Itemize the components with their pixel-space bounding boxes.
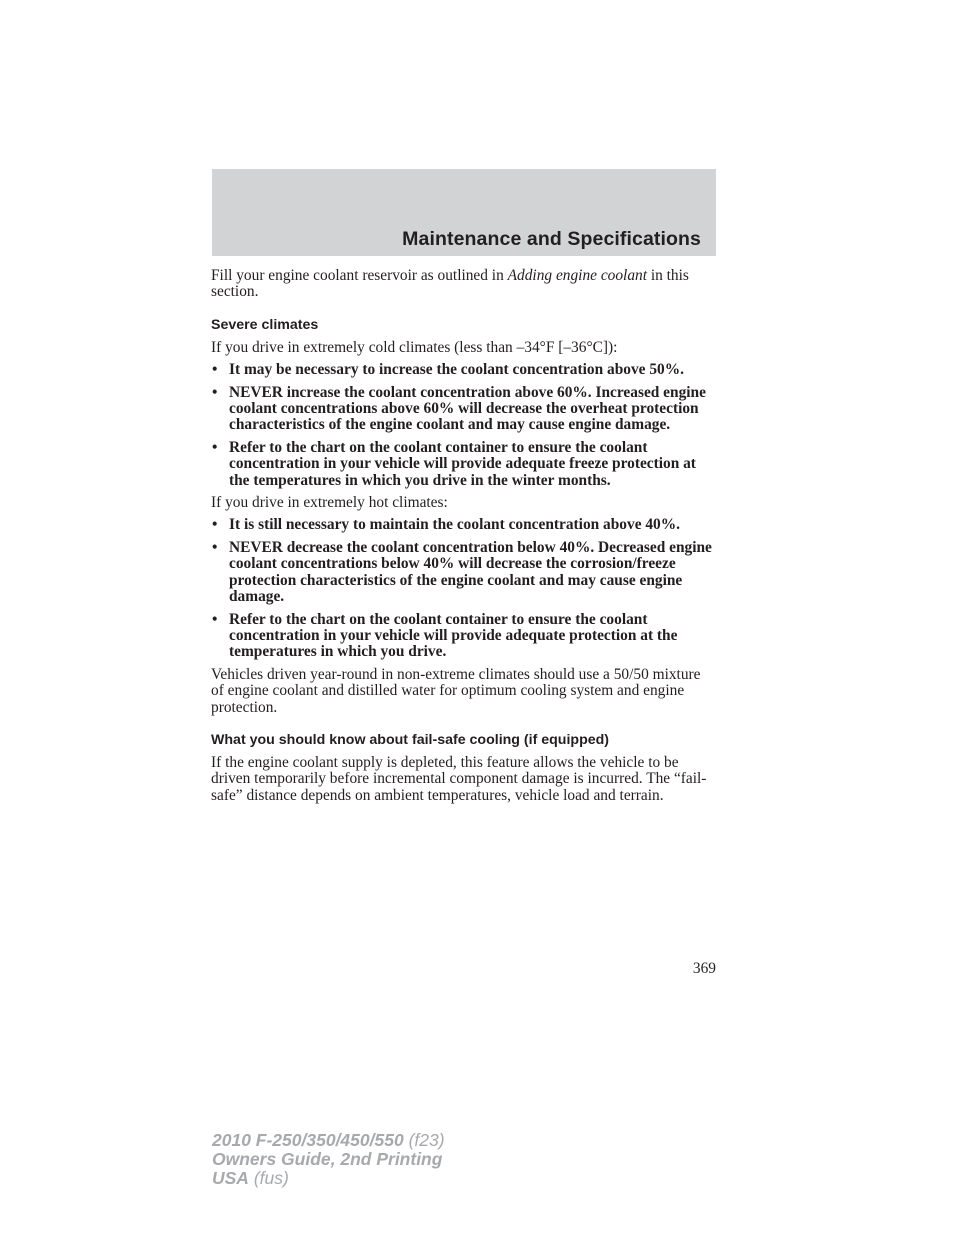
page-body (211, 268, 716, 804)
section-header-band (212, 169, 716, 256)
section-title: Maintenance and Specifications (402, 228, 701, 250)
document-footer (212, 1131, 445, 1188)
intro-text-before: Fill your engine coolant reservoir as outlined in (211, 267, 508, 284)
footer-model: 2010 F-250/350/450/550 (212, 1130, 404, 1150)
hot-climates-intro: If you drive in extremely hot climates: (211, 494, 448, 512)
list-item (211, 517, 716, 533)
list-item-text: Refer to the chart on the coolant container to ensure the coolant concentration in your vehicle will provide adequate protection at the temperatures in which you drive. (229, 610, 678, 661)
footer-model-code: (f23) (403, 1130, 445, 1150)
footer-market: USA (212, 1168, 249, 1188)
page-number: 369 (692, 960, 716, 977)
severe-climates-heading: Severe climates (211, 316, 319, 333)
failsafe-heading: What you should know about fail-safe cooling (if equipped) (211, 731, 610, 748)
list-item-text: NEVER increase the coolant concentration above 60%. Increased engine coolant concentrations above 60% will decrease the overheat protection characteristics of the engine coolant and may cause engine damage. (229, 383, 706, 434)
list-item-text: Refer to the chart on the coolant container to ensure the coolant concentration in your vehicle will provide adequate freeze protection at the temperatures in which you drive in the winter months. (229, 438, 696, 489)
footer-edition-line: Owners Guide, 2nd Printing (212, 1149, 443, 1169)
intro-text-after: in this section. (211, 267, 689, 301)
list-item-text: It may be necessary to increase the coolant concentration above 50%. (229, 361, 684, 379)
list-item (211, 385, 716, 434)
list-item-text: It is still necessary to maintain the coolant concentration above 40%. (229, 516, 680, 534)
footer-market-code: (fus) (248, 1168, 289, 1188)
cold-climates-list (211, 362, 716, 489)
failsafe-paragraph: If the engine coolant supply is depleted, this feature allows the vehicle to be driven temporarily before incremental component damage is incurred. The “fail-safe” distance depends on ambient temperatures, vehicle load and terrain. (211, 753, 707, 804)
bullet-icon: • (212, 516, 218, 534)
bullet-icon: • (212, 438, 218, 456)
hot-climates-list (211, 517, 716, 660)
mixture-paragraph: Vehicles driven year-round in non-extreme climates should use a 50/50 mixture of engine coolant and distilled water for optimum cooling system and engine protection. (211, 665, 701, 716)
footer-model-line (212, 1131, 445, 1150)
intro-paragraph (211, 268, 716, 301)
list-item (211, 440, 716, 489)
list-item (211, 362, 716, 378)
list-item (211, 612, 716, 661)
list-item-text: NEVER decrease the coolant concentration below 40%. Decreased engine coolant concentrations below 40% will decrease the corrosion/freeze protection characteristics of the engine coolant and may cause engine damage. (229, 538, 712, 606)
bullet-icon: • (212, 383, 218, 401)
cold-climates-intro: If you drive in extremely cold climates (less than –34°F [–36°C]): (211, 338, 618, 356)
bullet-icon: • (212, 538, 218, 556)
footer-market-line (212, 1169, 445, 1188)
intro-reference: Adding engine coolant (507, 267, 647, 284)
list-item (211, 540, 716, 606)
bullet-icon: • (212, 361, 218, 379)
bullet-icon: • (212, 610, 218, 628)
